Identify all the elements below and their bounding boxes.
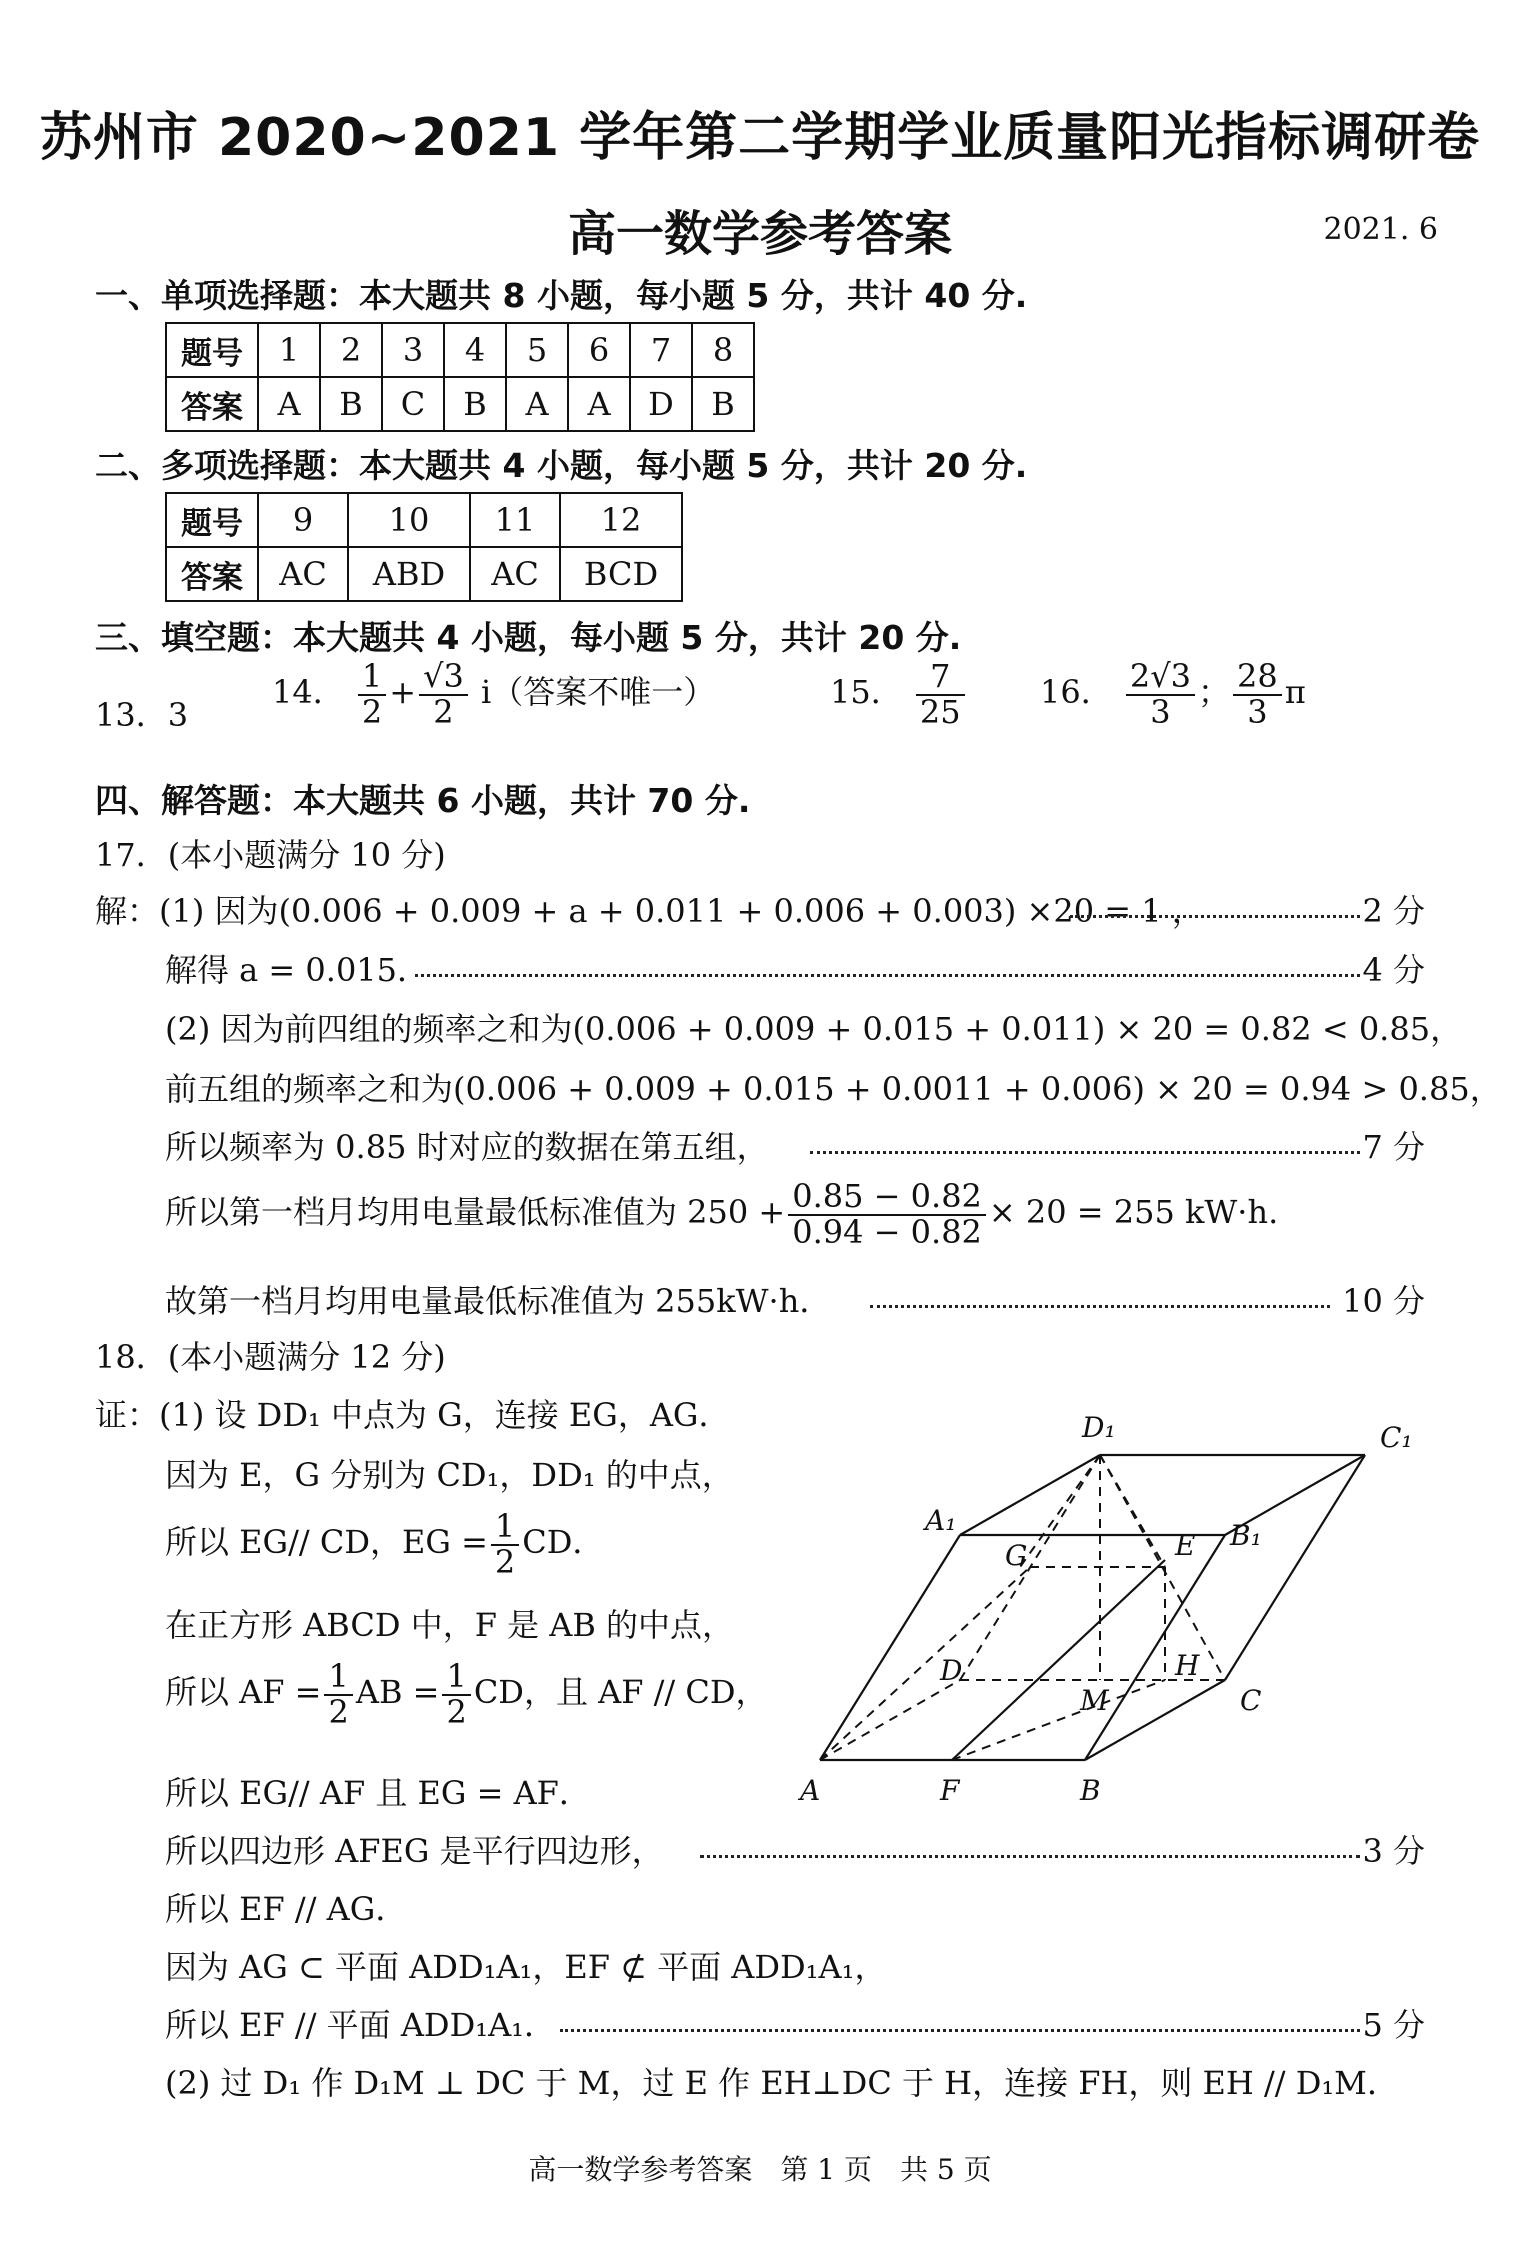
numerator: 1 (358, 660, 386, 696)
fraction (419, 657, 468, 731)
document-date: 2021. 6 (1323, 212, 1438, 247)
leader-dots (870, 1305, 1330, 1308)
problem-17-line: 解得 a = 0.015． (165, 951, 430, 989)
denominator: 2 (433, 692, 454, 731)
label-h: H (1175, 1649, 1200, 1682)
numerator: 1 (491, 1510, 519, 1546)
fraction (1233, 657, 1282, 731)
table-cell: D (630, 377, 692, 431)
expression-text: × 20 = 255 kW·h. (988, 1193, 1279, 1232)
fraction (324, 1657, 352, 1731)
problem-18-line: 证：(1) 设 DD₁ 中点为 G，连接 EG，AG． (95, 1396, 731, 1434)
denominator: 2 (494, 1542, 516, 1581)
table-cell: C (382, 377, 444, 431)
page-footer: 高一数学参考答案 第 1 页 共 5 页 (528, 2153, 992, 2186)
table-cell: 7 (630, 323, 692, 377)
question-number: 15． (830, 673, 903, 712)
numerator: 28 (1233, 660, 1282, 696)
numerator: 0.85 − 0.82 (788, 1180, 986, 1216)
score-points: 10 分 (1342, 1282, 1425, 1320)
answer-q15 (830, 657, 968, 731)
numerator: 2√3 (1126, 660, 1195, 696)
answer-q13: 13．3 (95, 696, 189, 734)
denominator: 25 (919, 692, 961, 731)
fraction (442, 1657, 470, 1731)
problem-18-line: 所以四边形 AFEG 是平行四边形， (165, 1832, 664, 1870)
problem-17-line (165, 1177, 1279, 1251)
table-row-label: 题号 (166, 323, 258, 377)
label-d1: D₁ (1082, 1411, 1116, 1444)
score-points: 3 分 (1362, 1832, 1425, 1870)
denominator: 3 (1150, 692, 1171, 731)
fraction (788, 1177, 986, 1251)
leader-dots (810, 1151, 1360, 1154)
fraction (1126, 657, 1195, 731)
document-subtitle: 高一数学参考答案 (567, 206, 952, 262)
answer-table-multi-choice (165, 492, 683, 602)
leader-dots (560, 2029, 1360, 2032)
plus-sign: + (389, 673, 417, 712)
question-number: 16． (1040, 673, 1113, 712)
expression-text: 所以 EG// CD，EG = (165, 1523, 488, 1562)
problem-18-heading: 18．(本小题满分 12 分) (95, 1338, 446, 1376)
table-cell: BCD (560, 547, 682, 601)
table-row (166, 377, 754, 431)
label-b: B (1080, 1774, 1101, 1807)
table-cell: 11 (470, 493, 560, 547)
answer-q14 (272, 657, 716, 731)
table-cell: 6 (568, 323, 630, 377)
score-points: 4 分 (1362, 951, 1425, 989)
problem-18-line: 所以 EF // 平面 ADD₁A₁． (165, 2006, 557, 2044)
leader-dots (1070, 915, 1360, 918)
table-cell: 9 (258, 493, 348, 547)
numerator: 7 (916, 660, 965, 696)
score-points: 2 分 (1362, 892, 1425, 930)
problem-17-line: 所以频率为 0.85 时对应的数据在第五组， (165, 1128, 769, 1166)
label-a: A (800, 1774, 821, 1807)
leader-dots (415, 974, 1360, 977)
pi-symbol: π (1284, 673, 1306, 712)
fraction (358, 657, 386, 731)
separator: ； (1198, 673, 1231, 712)
label-d: D (940, 1654, 963, 1687)
score-points: 7 分 (1362, 1128, 1425, 1166)
table-cell: 4 (444, 323, 506, 377)
numerator: 1 (324, 1660, 352, 1696)
table-cell: 2 (320, 323, 382, 377)
fraction (491, 1507, 519, 1581)
problem-17-line: (2) 因为前四组的频率之和为(0.006 + 0.009 + 0.015 + 0.011) × 20 = 0.82 < 0.85， (165, 1010, 1463, 1048)
denominator: 2 (361, 692, 383, 731)
table-row-label: 答案 (166, 377, 258, 431)
table-cell: 5 (506, 323, 568, 377)
denominator: 0.94 − 0.82 (792, 1212, 982, 1251)
expression-text: CD． (522, 1523, 605, 1562)
score-points: 5 分 (1362, 2006, 1425, 2044)
problem-17-heading: 17．(本小题满分 10 分) (95, 836, 446, 874)
parallelepiped-figure (790, 1395, 1450, 1815)
label-b1: B₁ (1230, 1519, 1262, 1552)
label-f: F (940, 1774, 960, 1807)
table-cell: B (320, 377, 382, 431)
table-cell: 10 (348, 493, 470, 547)
table-cell: 1 (258, 323, 320, 377)
problem-18-line (165, 1657, 768, 1731)
problem-18-line: 所以 EF // AG． (165, 1890, 408, 1928)
table-cell: ABD (348, 547, 470, 601)
problem-18-line: 在正方形 ABCD 中，F 是 AB 的中点， (165, 1606, 735, 1644)
fraction (916, 657, 965, 731)
problem-17-line: 故第一档月均用电量最低标准值为 255kW·h． (165, 1282, 832, 1320)
numerator: √3 (419, 660, 468, 696)
document-title: 苏州市 2020~2021 学年第二学期学业质量阳光指标调研卷 (39, 108, 1481, 168)
table-row (166, 323, 754, 377)
leader-dots (700, 1855, 1360, 1858)
table-row (166, 493, 682, 547)
denominator: 2 (446, 1692, 467, 1731)
problem-18-line: 因为 AG ⊂ 平面 ADD₁A₁，EF ⊄ 平面 ADD₁A₁， (165, 1948, 887, 1986)
denominator: 3 (1247, 692, 1268, 731)
label-e: E (1175, 1529, 1196, 1562)
table-cell: 12 (560, 493, 682, 547)
table-cell: A (506, 377, 568, 431)
numerator: 1 (442, 1660, 470, 1696)
question-number: 14． (272, 673, 345, 712)
table-row-label: 答案 (166, 547, 258, 601)
label-c: C (1240, 1684, 1262, 1717)
expression-text: AB = (355, 1673, 440, 1712)
label-m: M (1080, 1684, 1109, 1717)
expression-text: 所以第一档月均用电量最低标准值为 250 + (165, 1193, 786, 1232)
table-cell: 8 (692, 323, 754, 377)
answer-table-single-choice (165, 322, 755, 432)
answer-note: i（答案不唯一） (481, 673, 716, 712)
problem-17-line: 解：(1) 因为(0.006 + 0.009 + a + 0.011 + 0.006 + 0.003) ×20 = 1 ， (95, 892, 1204, 930)
problem-18-line: 因为 E，G 分别为 CD₁，DD₁ 的中点， (165, 1456, 734, 1494)
expression-text: 所以 AF = (165, 1673, 322, 1712)
problem-18-line (165, 1507, 605, 1581)
table-cell: B (444, 377, 506, 431)
table-row-label: 题号 (166, 493, 258, 547)
table-cell: AC (470, 547, 560, 601)
label-a1: A₁ (925, 1504, 957, 1537)
section-heading-solutions: 四、解答题：本大题共 6 小题，共计 70 分. (95, 781, 751, 820)
table-cell: AC (258, 547, 348, 601)
table-row (166, 547, 682, 601)
section-heading-multi-choice: 二、多项选择题：本大题共 4 小题，每小题 5 分，共计 20 分. (95, 446, 1028, 485)
answer-q16 (1040, 657, 1306, 731)
expression-text: CD，且 AF // CD， (473, 1673, 768, 1712)
table-cell: 3 (382, 323, 444, 377)
denominator: 2 (328, 1692, 349, 1731)
label-c1: C₁ (1380, 1421, 1413, 1454)
table-cell: A (568, 377, 630, 431)
table-cell: A (258, 377, 320, 431)
problem-18-line: (2) 过 D₁ 作 D₁M ⊥ DC 于 M，过 E 作 EH⊥DC 于 H，连接 FH，则 EH // D₁M． (165, 2064, 1399, 2102)
problem-18-line: 所以 EG// AF 且 EG = AF． (165, 1774, 591, 1812)
label-g: G (1005, 1539, 1028, 1572)
table-cell: B (692, 377, 754, 431)
section-heading-fill-in: 三、填空题：本大题共 4 小题，每小题 5 分，共计 20 分. (95, 618, 962, 657)
problem-17-line: 前五组的频率之和为(0.006 + 0.009 + 0.015 + 0.0011 + 0.006) × 20 = 0.94 > 0.85， (165, 1070, 1502, 1108)
section-heading-single-choice: 一、单项选择题：本大题共 8 小题，每小题 5 分，共计 40 分. (95, 276, 1028, 315)
